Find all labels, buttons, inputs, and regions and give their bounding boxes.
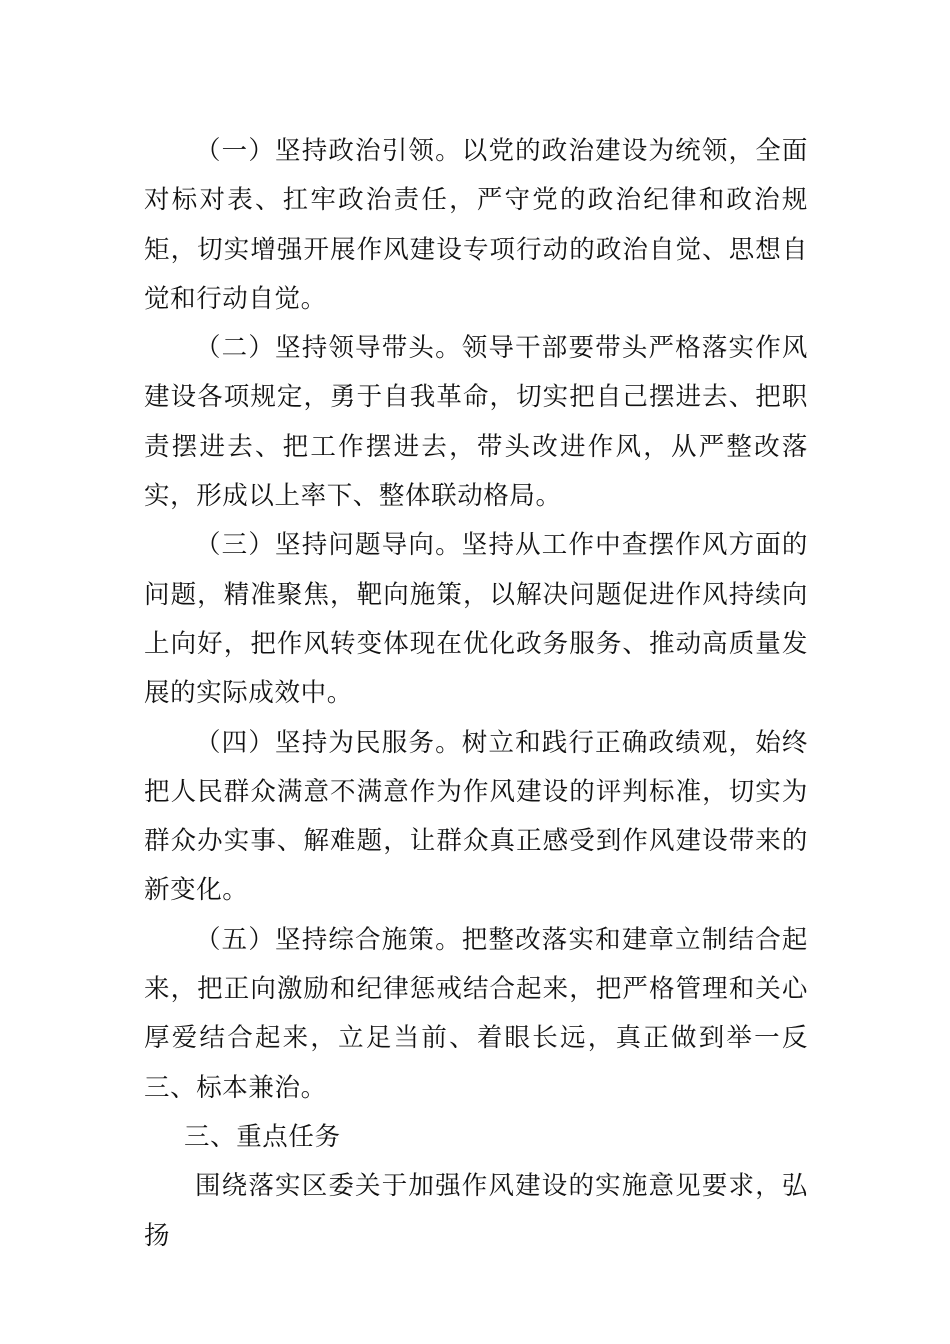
document-body xyxy=(144,127,808,1261)
paragraph-serve-people: （四）坚持为民服务。树立和践行正确政绩观，始终把人民群众满意不满意作为作风建设的评判标准，切实为群众办实事、解难题，让群众真正感受到作风建设带来的新变化。 xyxy=(144,727,808,906)
paragraph-leadership-example: （二）坚持领导带头。领导干部要带头严格落实作风建设各项规定，勇于自我革命，切实把自己摆进去、把职责摆进去、把工作摆进去，带头改进作风，从严整改落实，形成以上率下、整体联动格局。 xyxy=(144,333,808,512)
paragraph-key-tasks-intro: 围绕落实区委关于加强作风建设的实施意见要求，弘扬 xyxy=(144,1171,808,1251)
paragraph-political-guidance: （一）坚持政治引领。以党的政治建设为统领，全面对标对表、扛牢政治责任，严守党的政治纪律和政治规矩，切实增强开展作风建设专项行动的政治自觉、思想自觉和行动自觉。 xyxy=(144,136,808,314)
paragraph-comprehensive-measures: （五）坚持综合施策。把整改落实和建章立制结合起来，把正向激励和纪律惩戒结合起来，把严格管理和关心厚爱结合起来，立足当前、着眼长远，真正做到举一反三、标本兼治。 xyxy=(144,924,808,1103)
section-heading: 三、重点任务 xyxy=(184,1121,341,1152)
paragraph-problem-oriented: （三）坚持问题导向。坚持从工作中查摆作风方面的问题，精准聚焦，靶向施策，以解决问题促进作风持续向上向好，把作风转变体现在优化政务服务、推动高质量发展的实际成效中。 xyxy=(144,530,808,709)
